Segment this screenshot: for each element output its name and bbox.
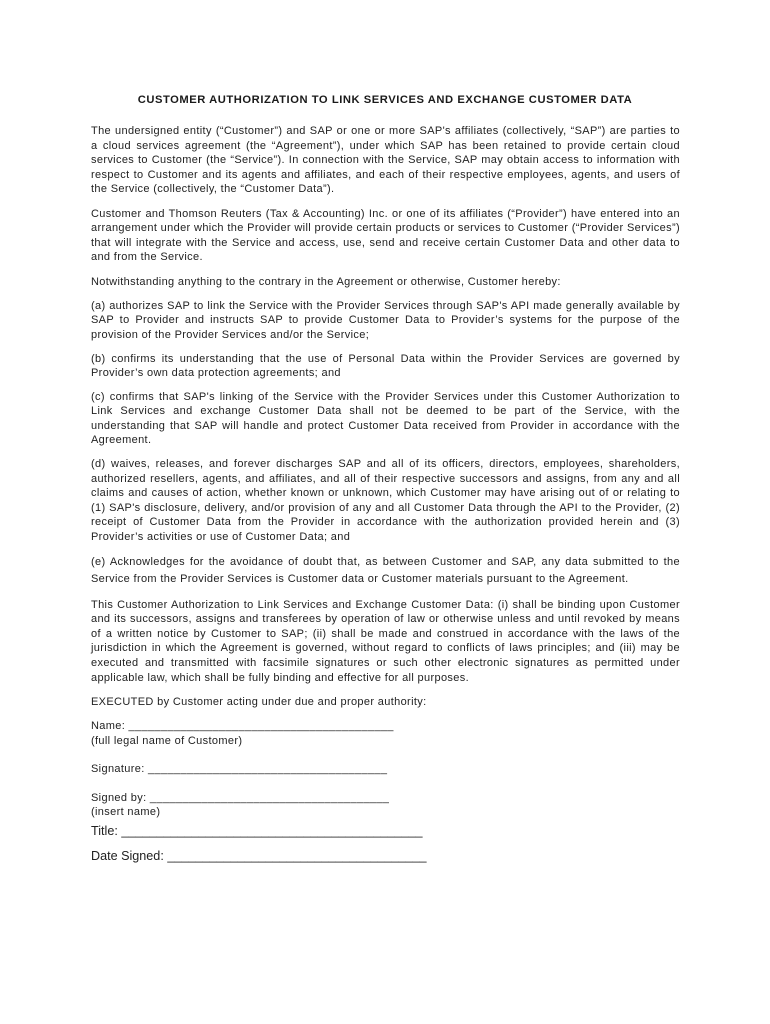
signature-block — [91, 719, 680, 866]
name-field[interactable]: Name: _________________________________________ — [91, 719, 394, 732]
clause-c: (c) confirms that SAP's linking of the Service with the Provider Services under this Customer Authorization to Link Services and exchange Customer Data shall not be deemed to be part of the Service, with the understanding that SAP will handle and protect Customer Data received from Provider in accordance with the Agreement. — [91, 390, 680, 447]
clause-b: (b) confirms its understanding that the use of Personal Data within the Provider Services are governed by Provider’s own data protection agreements; and — [91, 352, 680, 380]
paragraph-notwithstanding: Notwithstanding anything to the contrary in the Agreement or otherwise, Customer hereby: — [91, 275, 561, 288]
date-signed-field[interactable]: Date Signed: _____________________________________ — [91, 848, 427, 863]
paragraph-executed: EXECUTED by Customer acting under due and proper authority: — [91, 695, 427, 708]
title-field[interactable]: Title: ___________________________________________ — [91, 823, 423, 838]
document-body — [91, 124, 680, 866]
paragraph-binding: This Customer Authorization to Link Services and Exchange Customer Data: (i) shall be binding upon Customer and its successors, assigns and transferees by operation of law or otherwise unless and until revoked by means of a written notice by Customer to SAP; (ii) shall be made and construed in accordance with the laws of the jurisdiction in which the Agreement is governed, without regard to conflicts of laws principles; and (iii) may be executed and transmitted with facsimile signatures or such other electronic signatures as permitted under applicable law, which shall be fully binding and effective for all purposes. — [91, 598, 680, 684]
clause-a: (a) authorizes SAP to link the Service with the Provider Services through SAP's API made generally available by SAP to Provider and instructs SAP to provide Customer Data to Provider’s systems for the purpose of the provision of the Provider Services and/or the Service; — [91, 299, 680, 341]
clause-e: (e) Acknowledges for the avoidance of doubt that, as between Customer and SAP, any data submitted to the Service from the Provider Services is Customer data or Customer materials pursuant to the Agreement. — [91, 555, 680, 585]
signature-field[interactable]: Signature: _____________________________________ — [91, 763, 388, 776]
name-field-note: (full legal name of Customer) — [91, 734, 243, 747]
paragraph-intro: The undersigned entity (“Customer”) and SAP or one or more SAP's affiliates (collectively, “SAP”) are parties to a cloud services agreement (the “Agreement”), under which SAP has been retained to provide certain cloud services to Customer (the “Service”). In connection with the Service, SAP may obtain access to information with respect to Customer and its agents and affiliates, and each of their respective employees, agents, and users of the Service (collectively, the “Customer Data”). — [91, 125, 680, 196]
clause-d: (d) waives, releases, and forever discharges SAP and all of its officers, directors, employees, shareholders, authorized resellers, agents, and affiliates, and all of their respective successors and assigns, from any and all claims and causes of action, whether known or unknown, which Customer may have arising out of or relating to (1) SAP's disclosure, delivery, and/or provision of any and all Customer Data through the API to the Provider, (2) receipt of Customer Data from the Provider in accordance with the authorization provided herein and (3) Provider’s activities or use of Customer Data; and — [91, 458, 680, 544]
paragraph-provider: Customer and Thomson Reuters (Tax & Accounting) Inc. or one of its affiliates (“Provider”) have entered into an arrangement under which the Provider will provide certain products or services to Customer (“Provider Services”) that will integrate with the Service and access, use, send and receive certain Customer Data and other data to and from the Service. — [91, 207, 680, 264]
signed-by-note: (insert name) — [91, 806, 161, 819]
document-title: CUSTOMER AUTHORIZATION TO LINK SERVICES AND EXCHANGE CUSTOMER DATA — [137, 94, 633, 106]
signed-by-field[interactable]: Signed by: _____________________________________ — [91, 791, 390, 804]
